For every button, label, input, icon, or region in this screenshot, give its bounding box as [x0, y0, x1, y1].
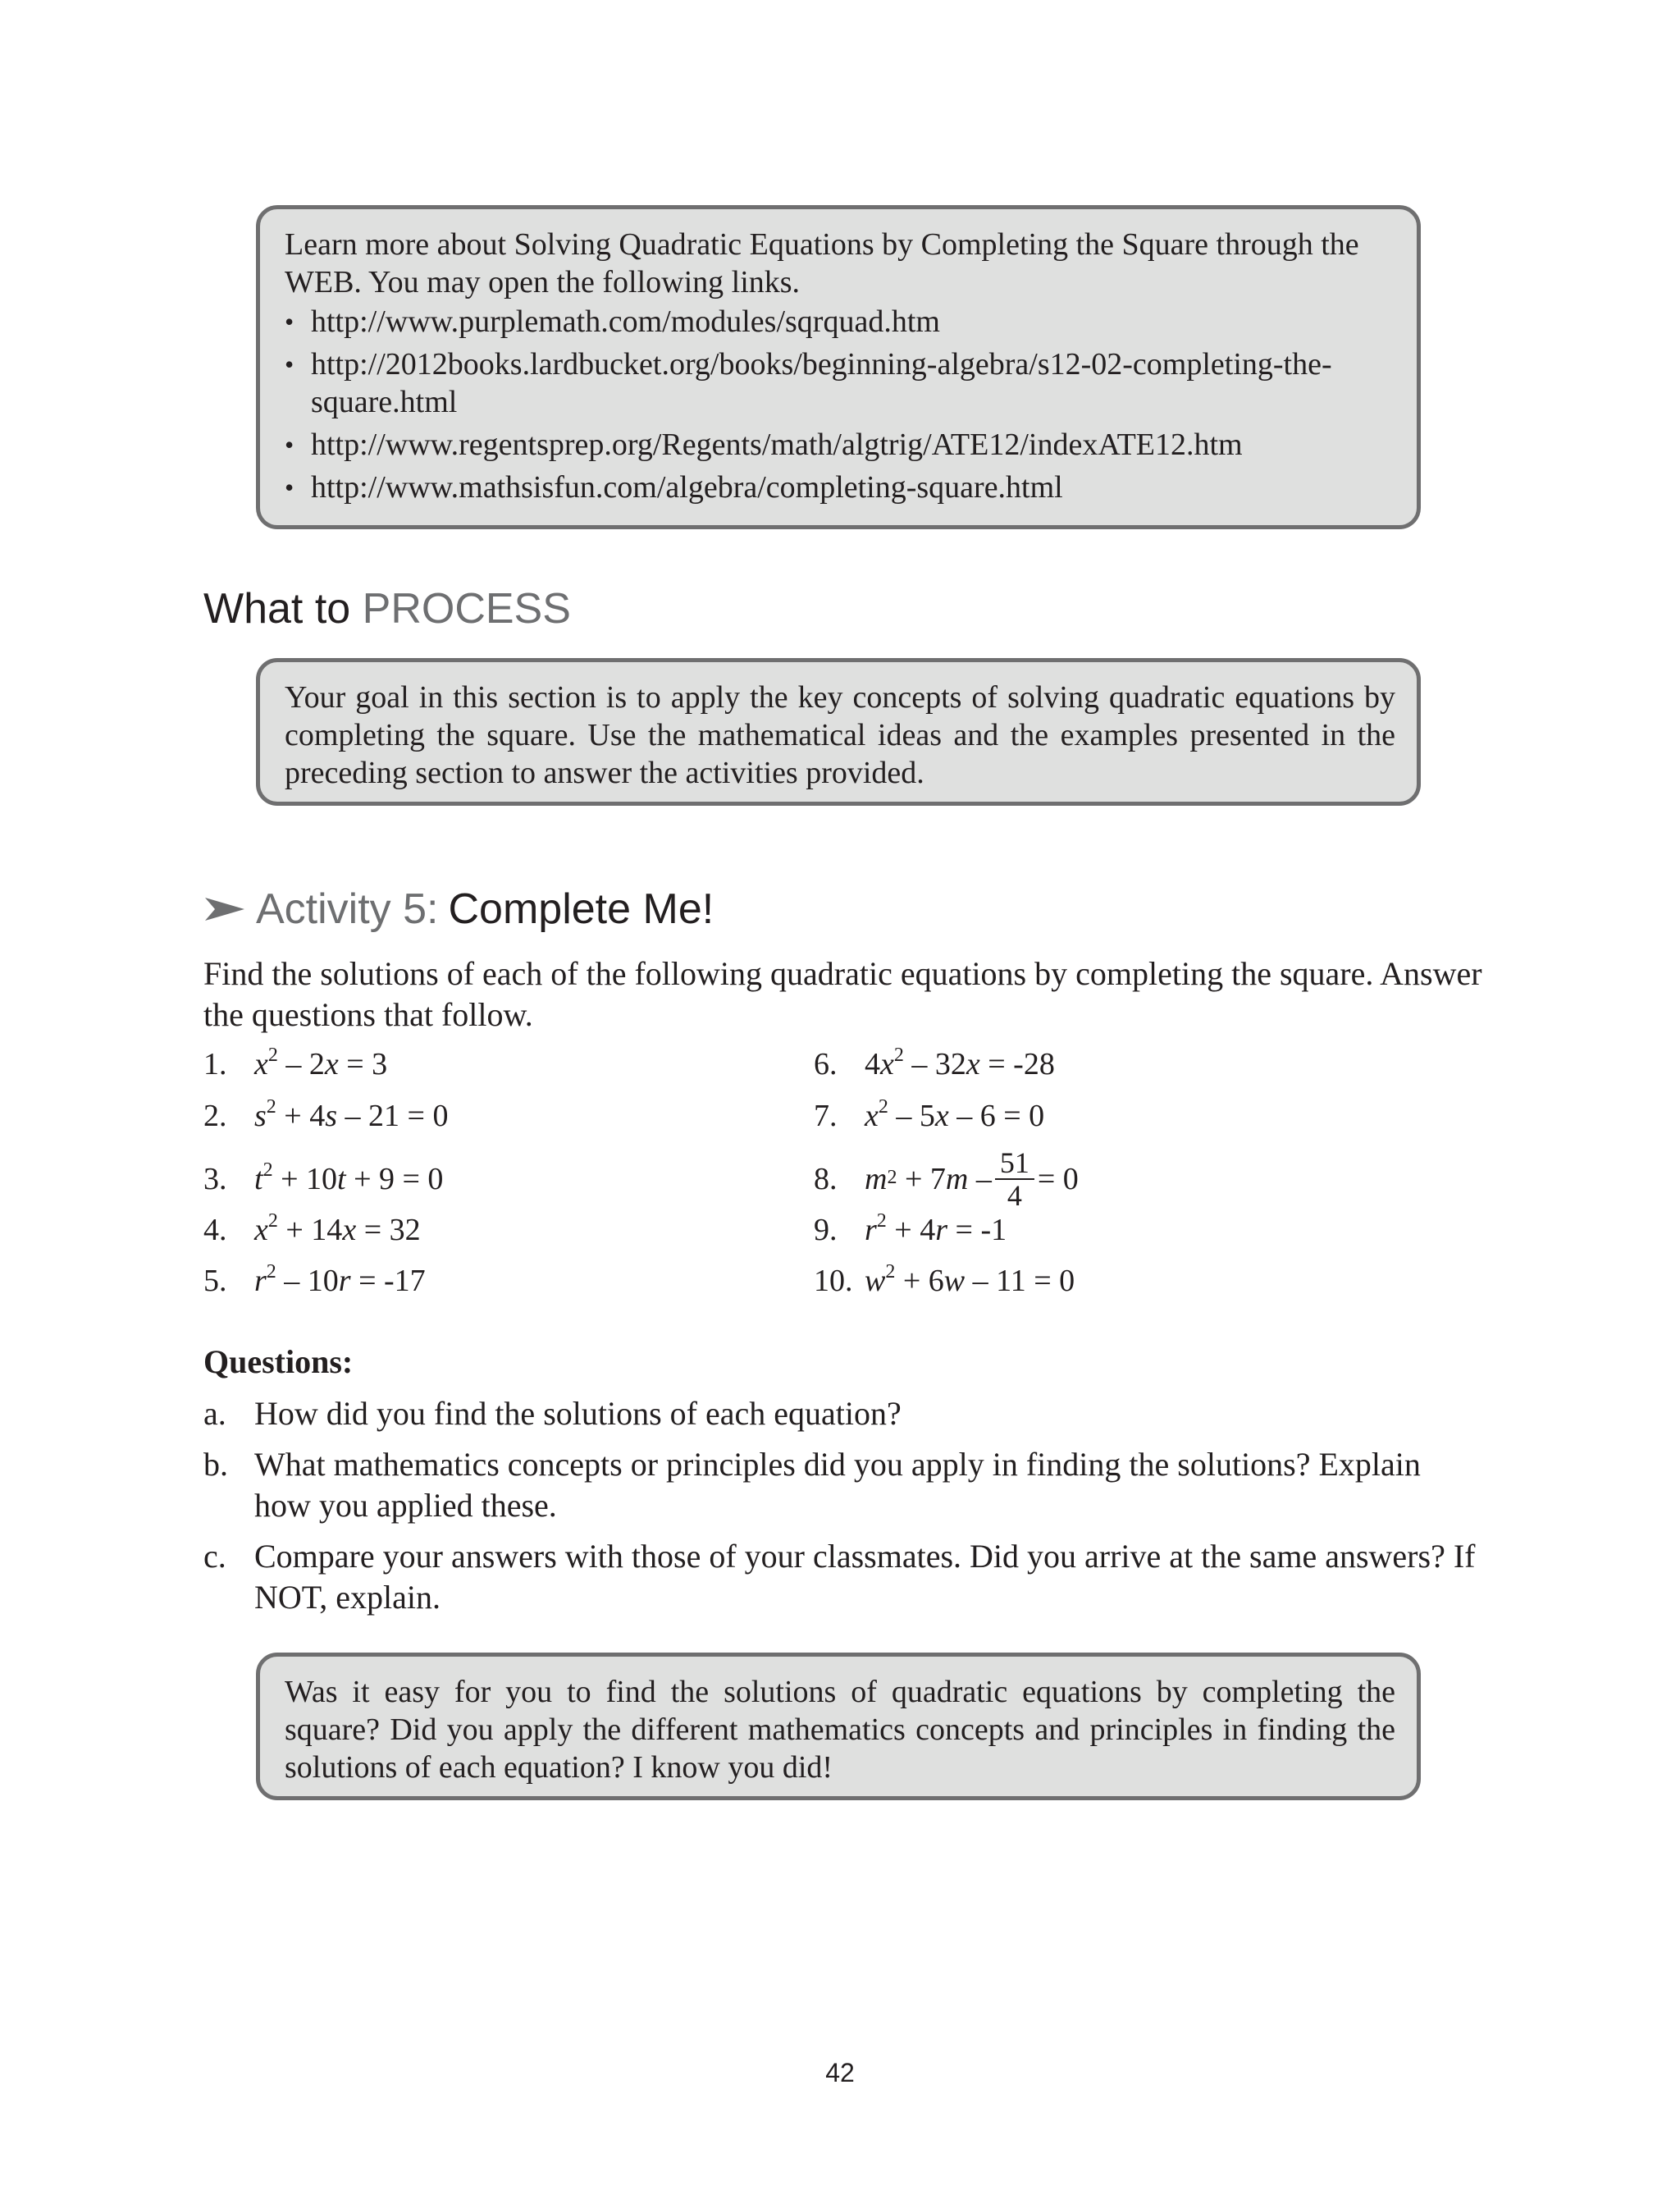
equation-number: 2. — [203, 1099, 227, 1133]
equation-item — [203, 1095, 448, 1136]
activity-instructions: Find the solutions of each of the following quadratic equations by completing the square. Answer the questions that follow. — [203, 955, 1482, 1033]
equation-term: 4 — [865, 1047, 880, 1081]
goal-box — [256, 658, 1421, 806]
questions-label: Questions: — [203, 1343, 354, 1380]
equation-item — [814, 1209, 1007, 1250]
equation-exponent: 2 — [266, 1261, 276, 1283]
activity-title: Complete Me! — [448, 885, 714, 933]
equation-number: 10. — [814, 1264, 853, 1298]
equation-term: + 10 — [272, 1162, 337, 1196]
equation-variable: t — [254, 1162, 263, 1196]
equation-number: 7. — [814, 1099, 838, 1133]
equation-term: – 5 — [888, 1099, 935, 1133]
equation-term: + 9 = 0 — [345, 1162, 444, 1196]
equation-variable: x — [966, 1047, 980, 1081]
question-text: How did you find the solutions of each equation? — [254, 1395, 902, 1432]
equation-exponent: 2 — [267, 1045, 278, 1067]
equation-variable: s — [325, 1099, 338, 1133]
fraction-denominator: 4 — [1007, 1179, 1022, 1212]
equation-number: 1. — [203, 1047, 227, 1081]
equation-number: 6. — [814, 1047, 838, 1081]
equation-variable: r — [254, 1264, 267, 1298]
web-links-list — [285, 303, 1395, 506]
equation-exponent: 2 — [876, 1210, 887, 1232]
equation-variable: t — [337, 1162, 346, 1196]
equation-term: – 11 = 0 — [965, 1264, 1075, 1298]
process-section-heading — [203, 584, 571, 633]
fraction — [995, 1147, 1034, 1211]
fraction-numerator: 51 — [995, 1147, 1034, 1180]
equation-term: = 0 — [1037, 1162, 1079, 1196]
equation-term: = -1 — [947, 1213, 1007, 1247]
equation-term: + 7 — [897, 1162, 946, 1196]
question-item — [203, 1393, 1483, 1434]
equation-variable: x — [934, 1099, 949, 1133]
equation-variable: s — [254, 1099, 267, 1133]
equation-variable: m — [945, 1162, 969, 1196]
equation-exponent: 2 — [893, 1045, 904, 1067]
equation-term: + 4 — [886, 1213, 936, 1247]
page-number: 42 — [825, 2058, 855, 2087]
web-link[interactable]: • http://www.purplemath.com/modules/sqrquad.htm — [285, 303, 1395, 341]
goal-text: Your goal in this section is to apply the key concepts of solving quadratic equations by completing the square. Use the mathematical ideas and the examples presented in the preceding section to answer the activities provided. — [285, 680, 1395, 790]
equation-number: 8. — [814, 1162, 838, 1196]
question-item — [203, 1444, 1483, 1526]
web-link[interactable]: • http://www.mathsisfun.com/algebra/completing-square.html — [285, 469, 1395, 506]
equation-term: = -28 — [979, 1047, 1055, 1081]
equation-variable: x — [254, 1047, 268, 1081]
equation-term: – — [968, 1162, 992, 1196]
equation-variable: x — [865, 1099, 879, 1133]
equation-exponent: 2 — [885, 1261, 896, 1283]
reflection-text: Was it easy for you to find the solutions of quadratic equations by completing the square? Did you apply the different mathematics concepts and principles in finding the solutions of each equation? I know you did! — [285, 1675, 1395, 1785]
question-letter: b. — [203, 1446, 228, 1483]
web-links-intro: Learn more about Solving Quadratic Equations by Completing the Square through the WEB. You may open the following links. — [285, 227, 1359, 299]
equation-number: 9. — [814, 1213, 838, 1247]
equation-variable: r — [338, 1264, 351, 1298]
equation-term: – 10 — [276, 1264, 339, 1298]
equation-variable: w — [865, 1264, 886, 1298]
equation-variable: x — [342, 1213, 357, 1247]
equation-variable: x — [880, 1047, 894, 1081]
equation-variable: m — [865, 1162, 888, 1196]
question-item — [203, 1536, 1483, 1618]
equation-term: + 6 — [895, 1264, 944, 1298]
equation-exponent: 2 — [267, 1210, 278, 1232]
equation-term: + 14 — [277, 1213, 343, 1247]
equation-variable: w — [943, 1264, 966, 1298]
equation-term: + 4 — [276, 1099, 326, 1133]
equation-item — [203, 1260, 426, 1301]
equation-exponent: 2 — [262, 1159, 273, 1182]
question-text: What mathematics concepts or principles did you apply in finding the solutions? Explain how you applied these. — [254, 1446, 1421, 1524]
web-links-box — [256, 205, 1421, 529]
questions-list — [203, 1393, 1483, 1628]
equation-exponent: 2 — [878, 1096, 888, 1118]
equation-term: – 32 — [903, 1047, 966, 1081]
equation-item — [203, 1044, 387, 1085]
process-heading-prefix: What to — [203, 585, 351, 633]
equation-item — [203, 1209, 421, 1250]
equation-variable: x — [324, 1047, 339, 1081]
web-link[interactable]: • http://www.regentsprep.org/Regents/math/algtrig/ATE12/indexATE12.htm — [285, 426, 1395, 464]
activity-label: Activity 5: — [256, 885, 439, 933]
equation-number: 4. — [203, 1213, 227, 1247]
question-letter: c. — [203, 1538, 226, 1575]
activity-heading — [203, 885, 714, 934]
arrow-right-icon — [203, 894, 246, 924]
equation-variable: r — [865, 1213, 877, 1247]
equation-variable: r — [935, 1213, 948, 1247]
equation-item — [814, 1260, 1075, 1301]
equation-item — [814, 1095, 1044, 1136]
equation-item — [203, 1159, 443, 1200]
equation-exponent: 2 — [266, 1096, 276, 1118]
equation-term: – 21 = 0 — [337, 1099, 449, 1133]
equation-term: = 3 — [338, 1047, 388, 1081]
equation-term: = 32 — [356, 1213, 421, 1247]
web-link[interactable]: • http://2012books.lardbucket.org/books/beginning-algebra/s12-02-completing-the-square.html — [285, 345, 1395, 421]
equation-term: – 6 = 0 — [948, 1099, 1045, 1133]
equation-variable: x — [254, 1213, 268, 1247]
question-letter: a. — [203, 1395, 226, 1432]
question-text: Compare your answers with those of your classmates. Did you arrive at the same answers? If NOT, explain. — [254, 1538, 1476, 1616]
process-heading-highlight: PROCESS — [362, 585, 571, 633]
equation-number: 3. — [203, 1162, 227, 1196]
equation-term: – 2 — [277, 1047, 325, 1081]
reflection-box — [256, 1653, 1421, 1800]
equation-number: 5. — [203, 1264, 227, 1298]
equation-term: = -17 — [350, 1264, 426, 1298]
equation-item: 8. m $^2$ + 7 m – $\frac{51}{4}$ = 0 — [814, 1146, 1079, 1212]
equation-item — [814, 1044, 1055, 1085]
